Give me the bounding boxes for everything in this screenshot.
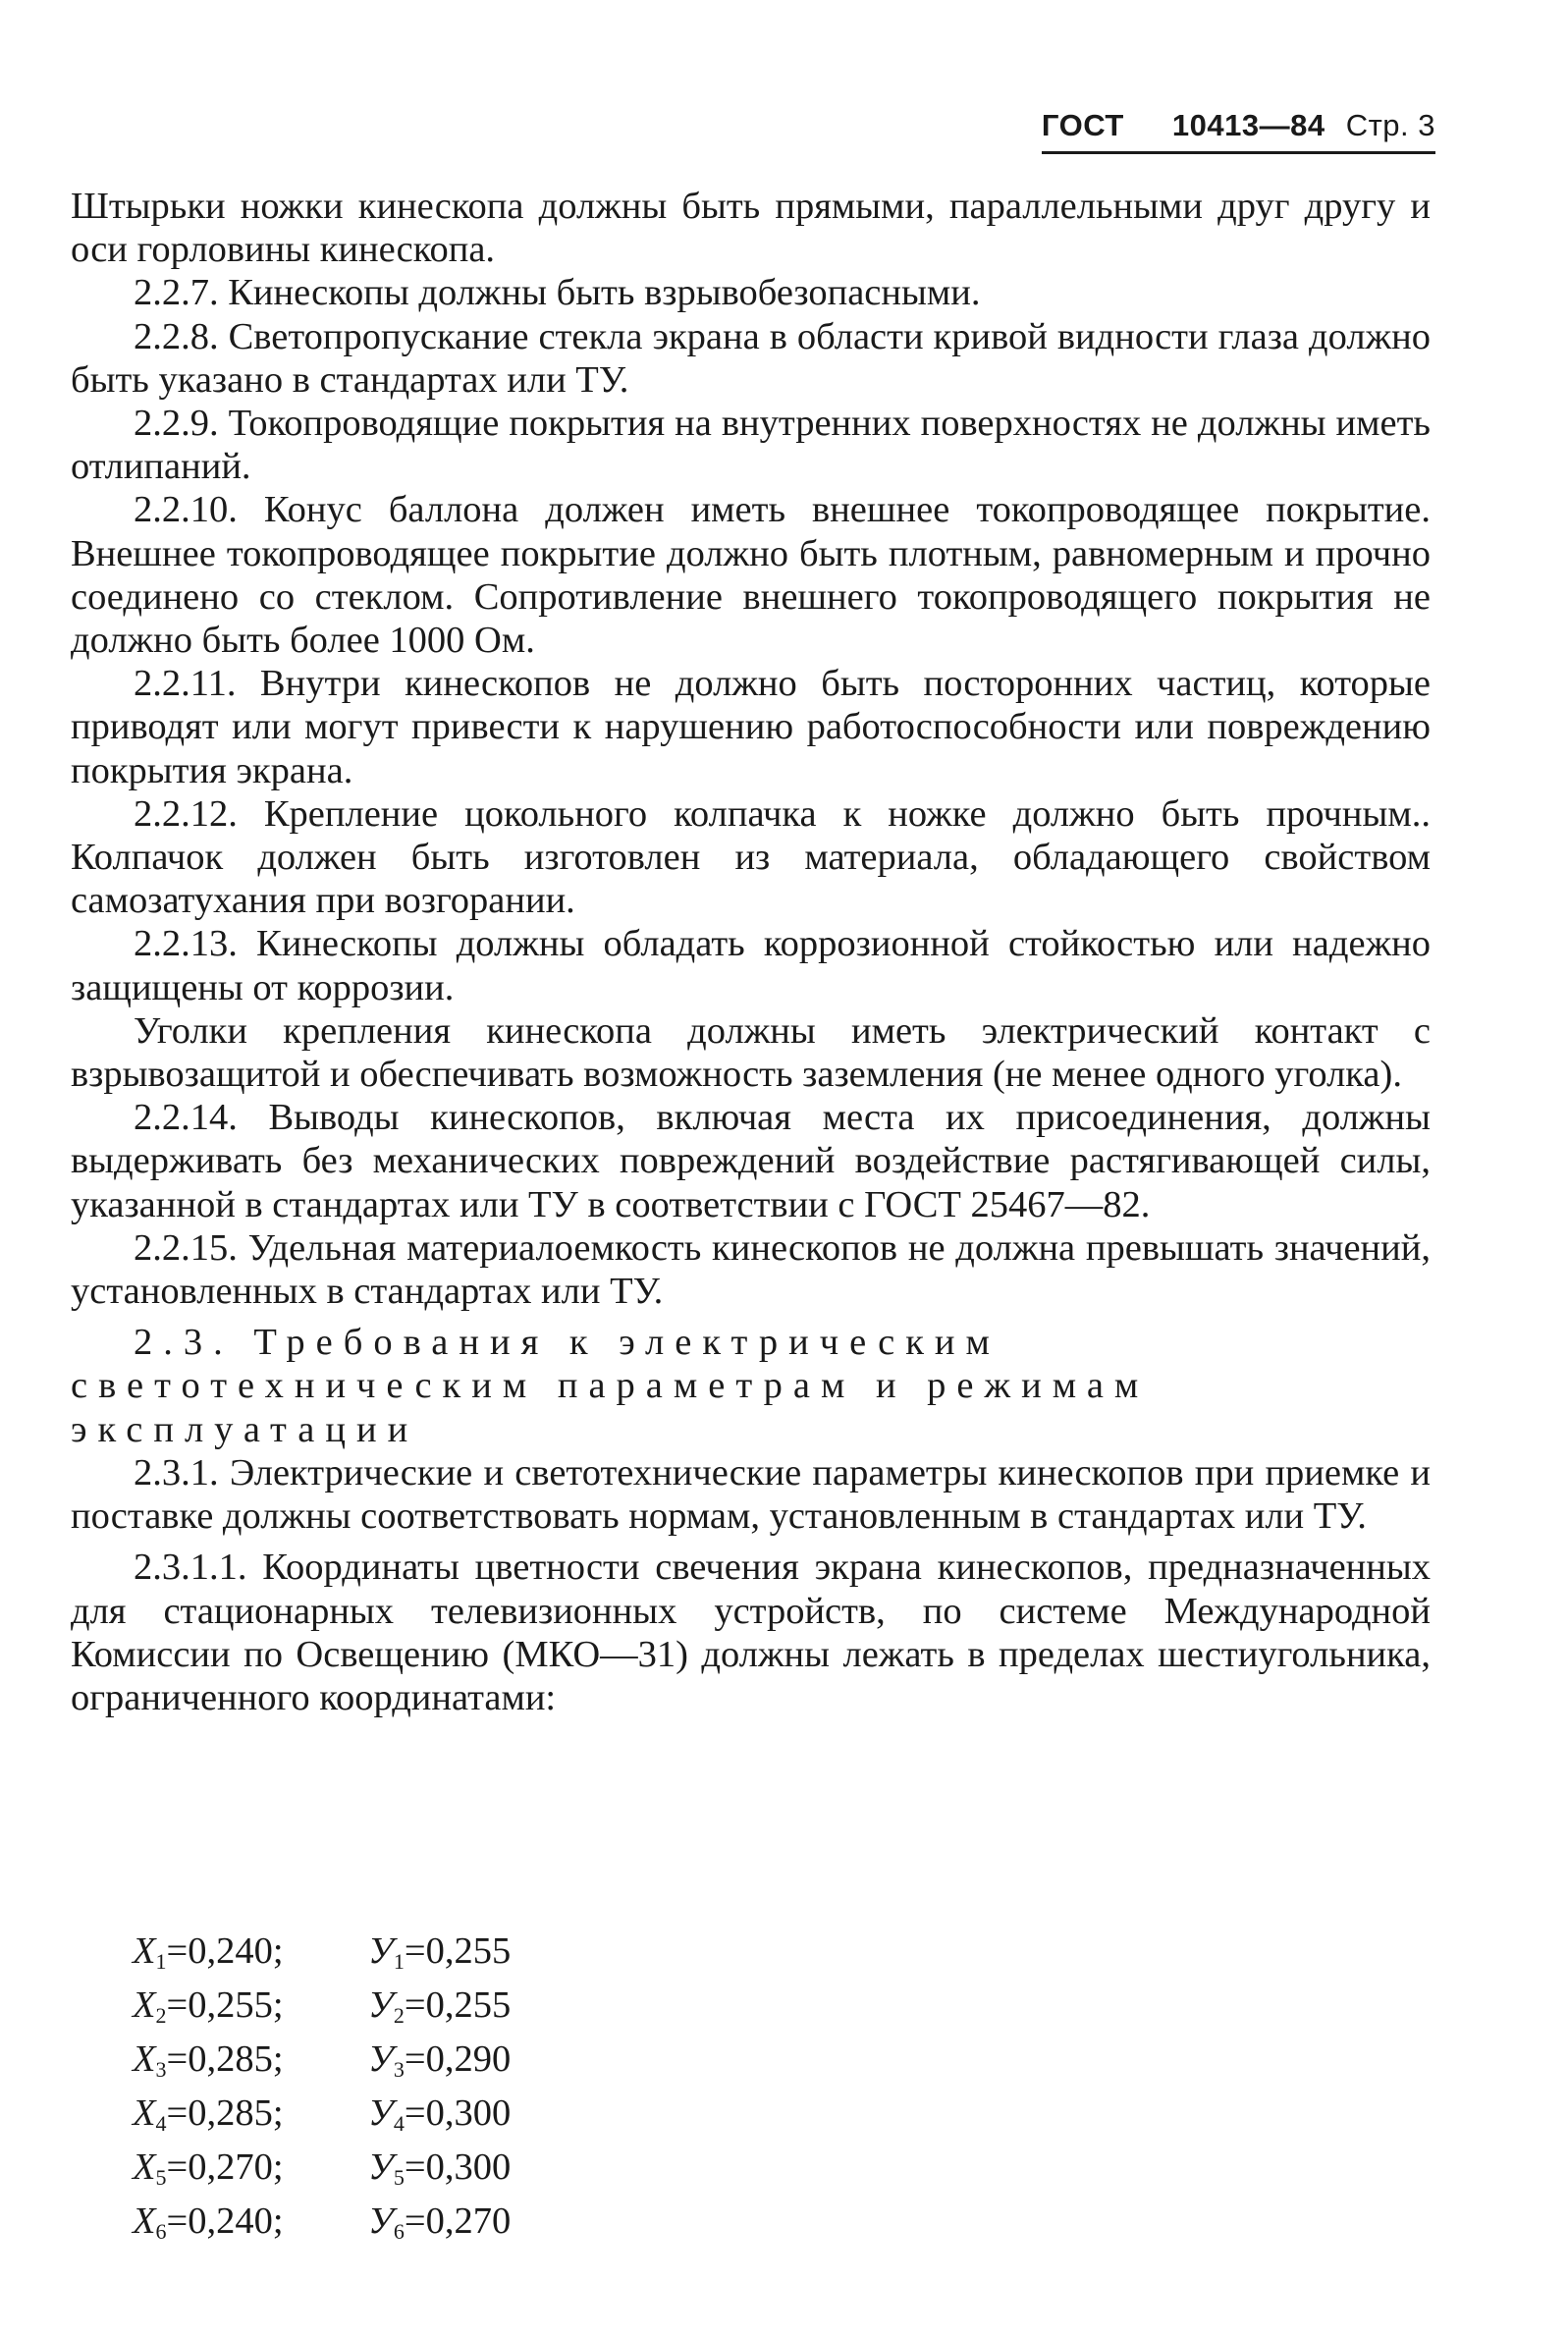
- paragraph: Уголки крепления кинескопа должны иметь электрический контакт с взрывозащитой и обеспечивать возможность заземления (не менее одного уголка).: [71, 1009, 1431, 1096]
- y-value: =0,300: [404, 2146, 512, 2188]
- paragraph: 2.2.8. Светопропускание стекла экрана в области кривой видности глаза должно быть указано в стандартах или ТУ.: [71, 315, 1431, 401]
- coordinate-row: [133, 1983, 511, 2037]
- y-symbol: У: [368, 2146, 394, 2188]
- coordinate-row: [133, 2199, 511, 2254]
- x-coordinate: [133, 2199, 368, 2254]
- x-index: 1: [155, 1949, 167, 1974]
- x-index: 5: [155, 2165, 167, 2190]
- standard-number: 10413—84: [1171, 108, 1325, 142]
- y-value: =0,255: [404, 1930, 512, 1972]
- y-symbol: У: [368, 1930, 394, 1972]
- coordinate-list: [133, 1929, 511, 2254]
- y-coordinate: [368, 2200, 511, 2242]
- document-body: [71, 185, 1431, 1719]
- x-symbol: X: [133, 2092, 156, 2134]
- section-heading: 2.3. Требования к электрическим светотехническим параметрам и режимам эксплуатации: [71, 1322, 1150, 1450]
- x-coordinate: [133, 1983, 368, 2037]
- y-symbol: У: [368, 2200, 394, 2242]
- paragraph: 2.2.10. Конус баллона должен иметь внешнее токопроводящее покрытие. Внешнее токопроводящее покрытие должно быть плотным, равномерным и прочно соединено со стеклом. Сопротивление внешнего токопроводящего покрытия не должно быть более 1000 Ом.: [71, 489, 1431, 662]
- y-coordinate: [368, 2092, 511, 2134]
- y-value: =0,300: [404, 2092, 512, 2134]
- x-coordinate: [133, 2145, 368, 2199]
- paragraph: 2.2.12. Крепление цокольного колпачка к ножке должно быть прочным.. Колпачок должен быть изготовлен из материала, обладающего свойством самозатухания при возгорании.: [71, 792, 1431, 922]
- x-value: =0,240;: [166, 1930, 284, 1972]
- y-coordinate: [368, 2038, 511, 2080]
- y-symbol: У: [368, 1984, 394, 2026]
- coordinate-row: [133, 1929, 511, 1983]
- x-symbol: X: [133, 1984, 156, 2026]
- y-index: 4: [393, 2111, 405, 2136]
- y-value: =0,290: [404, 2038, 512, 2080]
- coordinate-row: [133, 2037, 511, 2091]
- page-header: [1042, 108, 1435, 154]
- paragraph: 2.2.15. Удельная материалоемкость кинескопов не должна превышать значений, установленных в стандартах или ТУ.: [71, 1226, 1431, 1313]
- x-value: =0,270;: [166, 2146, 284, 2188]
- standard-label: ГОСТ: [1041, 108, 1124, 142]
- y-value: =0,270: [404, 2200, 512, 2242]
- y-index: 2: [393, 2003, 405, 2028]
- coordinate-row: [133, 2091, 511, 2145]
- coordinate-row: [133, 2145, 511, 2199]
- x-symbol: X: [133, 2146, 156, 2188]
- x-value: =0,240;: [166, 2200, 284, 2242]
- page-number: Стр. 3: [1345, 108, 1435, 142]
- x-index: 3: [155, 2057, 167, 2082]
- x-coordinate: [133, 2091, 368, 2145]
- x-value: =0,285;: [166, 2038, 284, 2080]
- x-index: 2: [155, 2003, 167, 2028]
- x-symbol: X: [133, 2038, 156, 2080]
- x-value: =0,285;: [166, 2092, 284, 2134]
- paragraph: 2.3.1.1. Координаты цветности свечения экрана кинескопов, предназначенных для стационарных телевизионных устройств, по системе Международной Комиссии по Освещению (МКО—31) должны лежать в пределах шестиугольника, ограниченного координатами:: [71, 1547, 1431, 1718]
- y-coordinate: [368, 1984, 511, 2026]
- paragraph: 2.2.11. Внутри кинескопов не должно быть посторонних частиц, которые приводят или могут привести к нарушению работоспособности или повреждению покрытия экрана.: [71, 663, 1431, 791]
- y-coordinate: [368, 2146, 511, 2188]
- y-index: 3: [393, 2057, 405, 2082]
- x-value: =0,255;: [166, 1984, 284, 2026]
- paragraph: 2.2.9. Токопроводящие покрытия на внутренних поверхностях не должны иметь отлипаний.: [71, 403, 1431, 488]
- x-index: 6: [155, 2219, 167, 2244]
- x-index: 4: [155, 2111, 167, 2136]
- x-symbol: X: [133, 2200, 156, 2242]
- y-coordinate: [368, 1930, 511, 1972]
- y-index: 6: [393, 2219, 405, 2244]
- paragraph: Штырьки ножки кинескопа должны быть прямыми, параллельными друг другу и оси горловины кинескопа.: [71, 186, 1431, 271]
- y-index: 5: [393, 2165, 405, 2190]
- paragraph: 2.3.1. Электрические и светотехнические параметры кинескопов при приемке и поставке должны соответствовать нормам, установленным в стандартах или ТУ.: [71, 1451, 1431, 1538]
- paragraph: 2.2.7. Кинескопы должны быть взрывобезопасными.: [134, 272, 981, 314]
- y-value: =0,255: [404, 1984, 512, 2026]
- y-symbol: У: [368, 2038, 394, 2080]
- x-coordinate: [133, 1929, 368, 1983]
- y-symbol: У: [368, 2092, 394, 2134]
- paragraph: 2.2.13. Кинескопы должны обладать коррозионной стойкостью или надежно защищены от коррозии.: [71, 923, 1431, 1008]
- paragraph: 2.2.14. Выводы кинескопов, включая места их присоединения, должны выдерживать без механических повреждений воздействие растягивающей силы, указанной в стандартах или ТУ в соответствии с ГОСТ 25467—82.: [71, 1097, 1431, 1225]
- x-symbol: X: [133, 1930, 156, 1972]
- y-index: 1: [393, 1949, 405, 1974]
- x-coordinate: [133, 2037, 368, 2091]
